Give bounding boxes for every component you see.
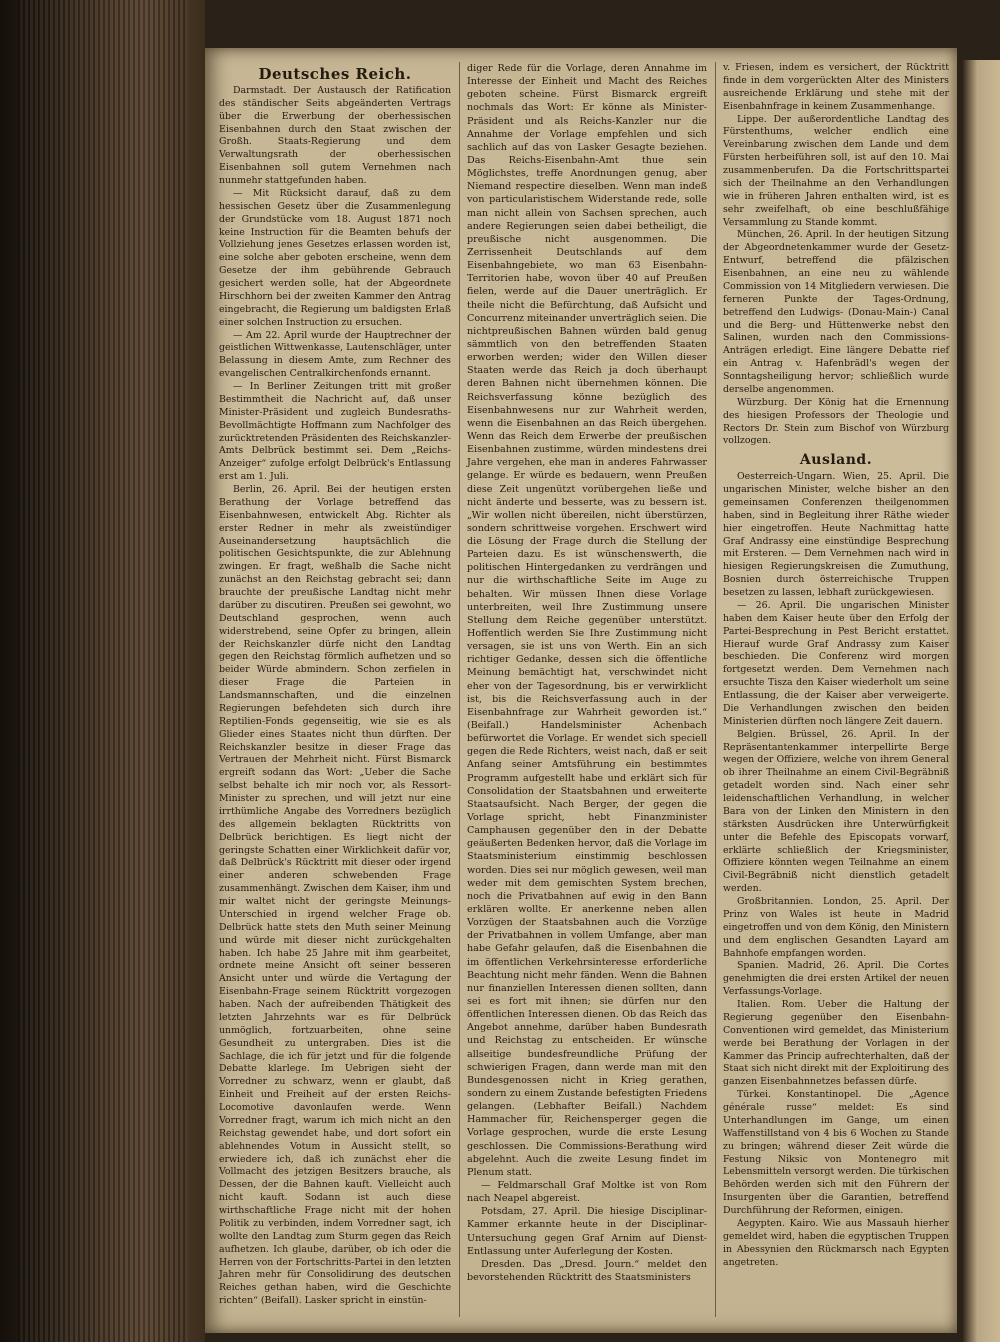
article-paragraph: Würzburg. Der König hat die Ernennung des hiesigen Professors der Theologie und Rectors Dr. Stein zum Bischof von Würzburg vollzogen. xyxy=(723,396,949,447)
article-paragraph: Aegypten. Kairo. Wie aus Massauh hierher gemeldet wird, haben die egyptischen Truppen in Abessynien den Rückmarsch nach Egypten angetreten. xyxy=(723,1217,949,1268)
article-paragraph: Spanien. Madrid, 26. April. Die Cortes genehmigten die drei ersten Artikel der neuen Verfassungs-Vorlage. xyxy=(723,960,949,998)
column-3 xyxy=(723,62,949,1269)
article-paragraph: Dresden. Das „Dresd. Journ.“ meldet den bevorstehenden Rücktritt des Staatsministers xyxy=(467,1258,707,1283)
adjacent-page-edge xyxy=(962,60,1000,1342)
article-paragraph: München, 26. April. In der heutigen Sitzung der Abgeordnetenkammer wurde der Gesetz-Entwurf, betreffend die pfälzischen Eisenbahnen, an eine neu zu wählende Commission von 14 Mitgliedern verwiesen. Die ferneren Punkte der Tages-Ordnung, betreffend den Ludwigs- (Donau-Main-) Canal und die Berg- und Hüttenwerke nebst den Salinen, wurden nach den Commissions-Anträgen erledigt. Eine längere Debatte rief ein Antrag v. Hafenbrädl's wegen der Sonntagsheiligung hervor; schließlich wurde derselbe angenommen. xyxy=(723,229,949,395)
article-paragraph: v. Friesen, indem es versichert, der Rücktritt finde in dem vorgerückten Alter des Ministers ausreichende Erklärung und stehe mit der Eisenbahnfrage in keinem Zusammenhange. xyxy=(723,62,949,112)
article-paragraph: Türkei. Konstantinopel. Die „Agence générale russe“ meldet: Es sind Unterhandlungen im Gange, um einen Waffenstillstand von 4 bis 6 Wochen zu Stande zu bringen; während dieser Zeit würde die Festung Niksic von Montenegro mit Lebensmitteln versorgt werden. Die türkischen Behörden werden sich mit den Führern der Insurgenten über die Garantien, betreffend Durchführung der Reformen, einigen. xyxy=(723,1089,949,1216)
page-edges xyxy=(18,0,188,1342)
article-paragraph: Italien. Rom. Ueber die Haltung der Regierung gegenüber den Eisenbahn-Conventionen wird gemeldet, das Ministerium werde bei Berathung der Vorlagen in der Kammer das Princip aufrechterhalten, daß der Staat sich nicht direkt mit der Exploitirung des ganzen Eisenbahnnetzes befassen dürfe. xyxy=(723,999,949,1088)
article-paragraph: — Am 22. April wurde der Hauptrechner der geistlichen Wittwenkasse, Lautenschläger, unter Belassung in diesem Amte, zum Rechner des evangelischen Centralkirchenfonds ernannt. xyxy=(219,329,451,380)
article-paragraph: — Feldmarschall Graf Moltke ist von Rom nach Neapel abgereist. xyxy=(467,1179,707,1205)
article-paragraph: Belgien. Brüssel, 26. April. In der Repräsentantenkammer interpellirte Berge wegen der Offiziere, welche von ihrem General ob ihrer Theilnahme an einem Civil-Begräbniß getadelt worden sind. Nach einer sehr leidenschaftlichen Verhandlung, in welcher Bara von der Linken den Ministern in den stärksten Ausdrücken ihre Unterwürfigkeit unter die Befehle des Episcopats vorwarf, erklärte schließlich der Kriegsminister, Offiziere könnten wegen Teilnahme an einem Civil-Begräbniß nicht dienstlich getadelt werden. xyxy=(723,728,949,895)
article-paragraph: diger Rede für die Vorlage, deren Annahme im Interesse der Einheit und Macht des Reiches geboten scheine. Fürst Bismarck ergreift nochmals das Wort: Er könne als Minister-Präsident und als Reichs-Kanzler nur die Annahme der Vorlage empfehlen und sich sachlich auf das von Lasker Gesagte beziehen. Das Reichs-Eisenbahn-Amt thue sein Möglichstes, treffe Anordnungen genug, aber Niemand respectire dieselben. Wenn man indeß von particularistischem Widerstande rede, solle man nicht allein von Sachsen sprechen, auch andere Regierungen seien dabei betheiligt, die preußische nicht ausgenommen. Die Zerrissenheit Deutschlands auf dem Eisenbahngebiete, wo man 63 Eisenbahn-Territorien habe, wovon über 40 auf Preußen fielen, werde auf die Dauer unerträglich. Er theile nicht die Befürchtung, daß Aufsicht und Concurrenz miteinander unverträglich seien. Die nichtpreußischen Bahnen würden bald genug sämmtlich von den betreffenden Staaten erworben werden; wider den Willen dieser Staaten werde das Reich ja doch überhaupt deren Bahnen nicht übernehmen können. Die Reichsverfassung könne bezüglich des Eisenbahnwesens nur zur Wahrheit werden, wenn die Eisenbahnen an das Reich übergehen. Wenn das Reich dem Erwerbe der preußischen Eisenbahnen zustimme, würden mindestens drei Jahre vergehen, ehe man in anderes Fahrwasser gelange. Er würde es bedauern, wenn Preußen diese Zeit ungenützt vorübergehen ließe und nicht änderte und besserte, was zu bessern ist. „Wir wollen nicht übereilen, nicht überstürzen, sondern schrittweise vorgehen. Erschwert wird die Lösung der Frage durch die Stellung der Parteien dazu. Es ist wünschenswerth, die politischen Hintergedanken zu verdrängen und nur die wirthschaftliche Seite im Auge zu behalten. Wir müssen Ihnen diese Vorlage unterbreiten, weil Ihre Zustimmung unsere Stellung dem Reiche gegenüber unterstützt. Hoffentlich werden Sie Ihre Zustimmung nicht versagen, sie ist uns von Werth. Ein an sich richtiger Gedanke, dessen sich die öffentliche Meinung bemächtigt hat, verschwindet nicht eher von der Tagesordnung, bis er verwirklicht ist, bis die Reichsverfassung auch in der Eisenbahnfrage zur Wahrheit geworden ist.“ (Beifall.) Handelsminister Achenbach befürwortet die Vorlage. Er wendet sich speciell gegen die Rede Richters, weist nach, daß er seit Anfang seiner Amtsführung ein bestimmtes Programm aufgestellt habe und erklärt sich für Consolidation der Staatsbahnen und erweiterte Staatsaufsicht. Nach Berger, der gegen die Vorlage spricht, hebt Finanzminister Camphausen gegenüber den in der Debatte geäußerten Bedenken hervor, daß die Vorlage im Staatsministerium einstimmig beschlossen worden. Dies sei nur möglich gewesen, weil man weder mit dem gemischten System brechen, noch die Privatbahnen auf ewig in den Bann erklären wollte. Er anerkenne neben allen Vorzügen der Staatsbahnen auch die Vorzüge der Privatbahnen in vollem Umfange, aber man habe Gefahr gelaufen, daß die Eisenbahnen die im öffentlichen Verkehrsinteresse erforderliche Beachtung nicht mehr fänden. Wenn die Bahnen nur finanziellen Interessen dienen sollten, dann sei es fort mit ihnen; sie dürfen nur den öffentlichen Interessen dienen. Ob das Reich das Angebot annehme, darüber haben Bundesrath und Reichstag zu entscheiden. Er wünsche allseitige bundesfreundliche Prüfung der schwierigen Fragen, dann werde man mit den Bundesgenossen nicht in Krieg gerathen, sondern zu einem Zustande befestigten Friedens gelangen. (Lebhafter Beifall.) Nachdem Hammacher für, Reichensperger gegen die Vorlage gesprochen, wurde die erste Lesung geschlossen. Die Commissions-Berathung wird abgelehnt. Auch die zweite Lesung findet im Plenum statt. xyxy=(467,63,707,1178)
article-paragraph: Darmstadt. Der Austausch der Ratification des ständischer Seits abgeänderten Vertrags über die Erwerbung der oberhessischen Eisenbahnen durch den Staat zwischen der Großh. Staats-Regierung und dem Verwaltungsrath der oberhessischen Eisenbahnen soll gutem Vernehmen nach nunmehr stattgefunden haben. xyxy=(219,84,451,186)
column-rule xyxy=(715,62,716,1317)
article-paragraph: Lippe. Der außerordentliche Landtag des Fürstenthums, welcher endlich eine Vereinbarung zwischen dem Lande und dem Fürsten herbeiführen soll, ist auf den 10. Mai zusammenberufen. Da die Fortschrittspartei sich der Theilnahme an den Verhandlungen wie in früheren Jahren enthalten wird, ist es sehr zweifelhaft, ob eine beschlußfähige Versammlung zu Stande kommt. xyxy=(723,113,949,228)
section-heading-deutsches-reich: Deutsches Reich. xyxy=(258,65,412,83)
section-heading-ausland: Ausland. xyxy=(799,452,873,469)
column-1 xyxy=(219,65,451,1308)
article-paragraph: — Mit Rücksicht darauf, daß zu dem hessischen Gesetz über die Zusammenlegung der Grundstücke vom 18. August 1871 noch keine Instruction für die Beamten behufs der Vollziehung jenes Gesetzes erlassen worden ist, eine solche aber geboten erscheine, wenn dem Gesetze der ihm gebührende Gebrauch gesichert werden solle, hat der Abgeordnete Hirschhorn bei der zweiten Kammer den Antrag eingebracht, die Regierung um baldigsten Erlaß einer solchen Instruction zu ersuchen. xyxy=(219,187,451,328)
book-spine xyxy=(0,0,205,1342)
article-paragraph: — In Berliner Zeitungen tritt mit großer Bestimmtheit die Nachricht auf, daß unser Minister-Präsident und zugleich Bundesraths-Bevollmächtigte Hoffmann zum Nachfolger des zurücktretenden Präsidenten des Reichskanzler-Amts Delbrück bestimmt sei. Dem „Reichs-Anzeiger“ zufolge erfolgt Delbrück's Entlassung erst am 1. Juli. xyxy=(219,381,451,483)
newspaper-page xyxy=(205,48,957,1333)
article-paragraph: Berlin, 26. April. Bei der heutigen ersten Berathung der Vorlage betreffend das Eisenbahnwesen, entwickelt Abg. Richter als erster Redner in mehr als zweistündiger Auseinandersetzung hauptsächlich die politischen Gesichtspunkte, die zur Ablehnung zwingen. Er fragt, weßhalb die Sache nicht zunächst an den Reichstag gebracht sei; dann brauchte der preußische Landtag nicht mehr darüber zu discutiren. Preußen sei gewohnt, wo Deutschland gesprochen, wenn auch widerstrebend, seine Opfer zu bringen, allein der Reichskanzler dürfe nicht den Landtag gegen den Reichstag förmlich aufhetzen und so beider Würde abmindern. Schon zerfielen in dieser Frage die Parteien in Landsmannschaften, und die einzelnen Regierungen befehdeten sich durch ihre Reptilien-Fonds gegenseitig, wie sie es als Glieder eines Staates nicht thun dürften. Der Reichskanzler besitze in dieser Frage das Vertrauen der Mehrheit nicht. Fürst Bismarck ergreift sodann das Wort: „Ueber die Sache selbst behalte ich mir noch vor, als Ressort-Minister zu sprechen, und will jetzt nur eine irrthümliche Angabe des Vorredners bezüglich des allgemein beklagten Rücktritts von Delbrück berichtigen. Es liegt nicht der geringste Schatten einer Wirklichkeit dafür vor, daß Delbrück's Rücktritt mit dieser oder irgend einer anderen schwebenden Frage zusammenhängt. Zwischen dem Kaiser, ihm und mir waltet nicht der geringste Meinungs-Unterschied in irgend welcher Frage ob. Delbrück hatte stets den Muth seiner Meinung und würde mit dieser nicht zurückgehalten haben. Ich habe 25 Jahre mit ihm gearbeitet, ordnete meine Ansicht oft seiner besseren Ansicht unter und würde die Vertagung der Eisenbahn-Frage seinem Rücktritt vorgezogen haben. Nach der aufreibenden Thätigkeit des letzten Jahrzehnts war es für Delbrück unmöglich, fortzuarbeiten, ohne seine Gesundheit zu untergraben. Dies ist die Sachlage, die ich für jetzt und für die folgende Debatte klarlege. Im Uebrigen sieht der Vorredner zu schwarz, wenn er glaubt, daß Einheit und Freiheit auf der ersten Reichs-Locomotive davonlaufen werde. Wenn Vorredner fragt, warum ich mich nicht an den Reichstag gewendet habe, und dort sofort ein ablehnendes Votum in Aussicht stellt, so erwiedere ich, daß ich zunächst eher die Vollmacht des jetzigen Besitzers brauche, als Dessen, der die Bahnen kauft. Vielleicht auch nicht kauft. Sodann ist auch diese wirthschaftliche Frage nicht mit der hohen Politik zu verbinden, indem Vorredner sagt, ich wollte den Landtag zum Sturm gegen das Reich aufhetzen. Ich glaube, darüber, ob ich oder die Herren von der Fortschritts-Partei in den letzten Jahren mehr für Consolidirung des deutschen Reiches gethan haben, wird die Geschichte richten“ (Beifall). Lasker spricht in einstün- xyxy=(219,484,451,1307)
article-paragraph: Großbritannien. London, 25. April. Der Prinz von Wales ist heute in Madrid eingetroffen und von dem König, den Ministern und dem englischen Gesandten Layard am Bahnhofe empfangen worden. xyxy=(723,896,949,959)
column-2 xyxy=(467,62,707,1284)
article-paragraph: — 26. April. Die ungarischen Minister haben dem Kaiser heute über den Erfolg der Partei-Besprechung in Pest Bericht erstattet. Hierauf wurde Graf Andrassy zum Kaiser beschieden. Die Conferenz wird morgen fortgesetzt werden. Dem Vernehmen nach ersuchte Tisza den Kaiser wiederholt um seine Entlassung, die der Kaiser aber verweigerte. Die Verhandlungen zwischen den beiden Ministerien dürften noch längere Zeit dauern. xyxy=(723,599,949,727)
article-paragraph: Potsdam, 27. April. Die hiesige Disciplinar-Kammer erkannte heute in der Disciplinar-Untersuchung gegen Graf Arnim auf Dienst-Entlassung unter Auferlegung der Kosten. xyxy=(467,1206,707,1257)
column-rule xyxy=(459,62,460,1317)
article-paragraph: Oesterreich-Ungarn. Wien, 25. April. Die ungarischen Minister, welche bisher an den gemeinsamen Conferenzen theilgenommen haben, sind in Begleitung ihrer Räthe wieder hier eingetroffen. Heute Nachmittag hatte Graf Andrassy eine einstündige Besprechung mit Ersteren. — Dem Vernehmen nach wird in hiesigen Regierungskreisen die Zumuthung, Bosnien durch österreichische Truppen besetzen zu lassen, lebhaft zurückgewiesen. xyxy=(723,471,949,598)
